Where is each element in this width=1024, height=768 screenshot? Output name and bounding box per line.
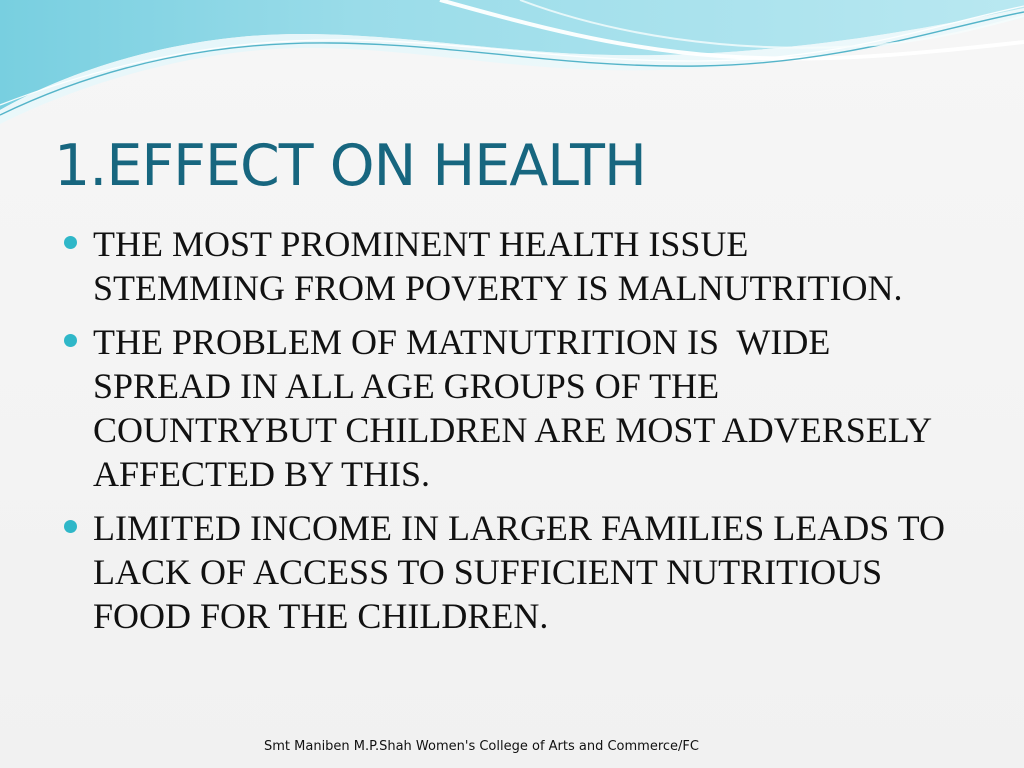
bullet-item-3 [64,506,964,638]
wave-header-decoration [0,0,1024,130]
bullet-item-2 [64,320,964,496]
bullet-text-3: LIMITED INCOME IN LARGER FAMILIES LEADS TO LACK OF ACCESS TO SUFFICIENT NUTRITIOUS FOOD FOR THE CHILDREN. [93,508,945,636]
slide-title: 1.EFFECT ON HEALTH [54,133,646,199]
bullet-text-1: THE MOST PROMINENT HEALTH ISSUE STEMMING FROM POVERTY IS MALNUTRITION. [93,224,903,308]
bullet-dot-icon [64,520,77,533]
slide-footer: Smt Maniben M.P.Shah Women's College of Arts and Commerce/FC [264,739,699,754]
bullet-dot-icon [64,236,77,249]
bullet-item-1 [64,222,964,310]
bullet-dot-icon [64,334,77,347]
bullet-text-2: THE PROBLEM OF MATNUTRITION IS WIDE SPREAD IN ALL AGE GROUPS OF THE COUNTRYBUT CHILDREN ARE MOST ADVERSELY AFFECTED BY THIS. [93,322,933,494]
bullet-list [64,222,964,648]
